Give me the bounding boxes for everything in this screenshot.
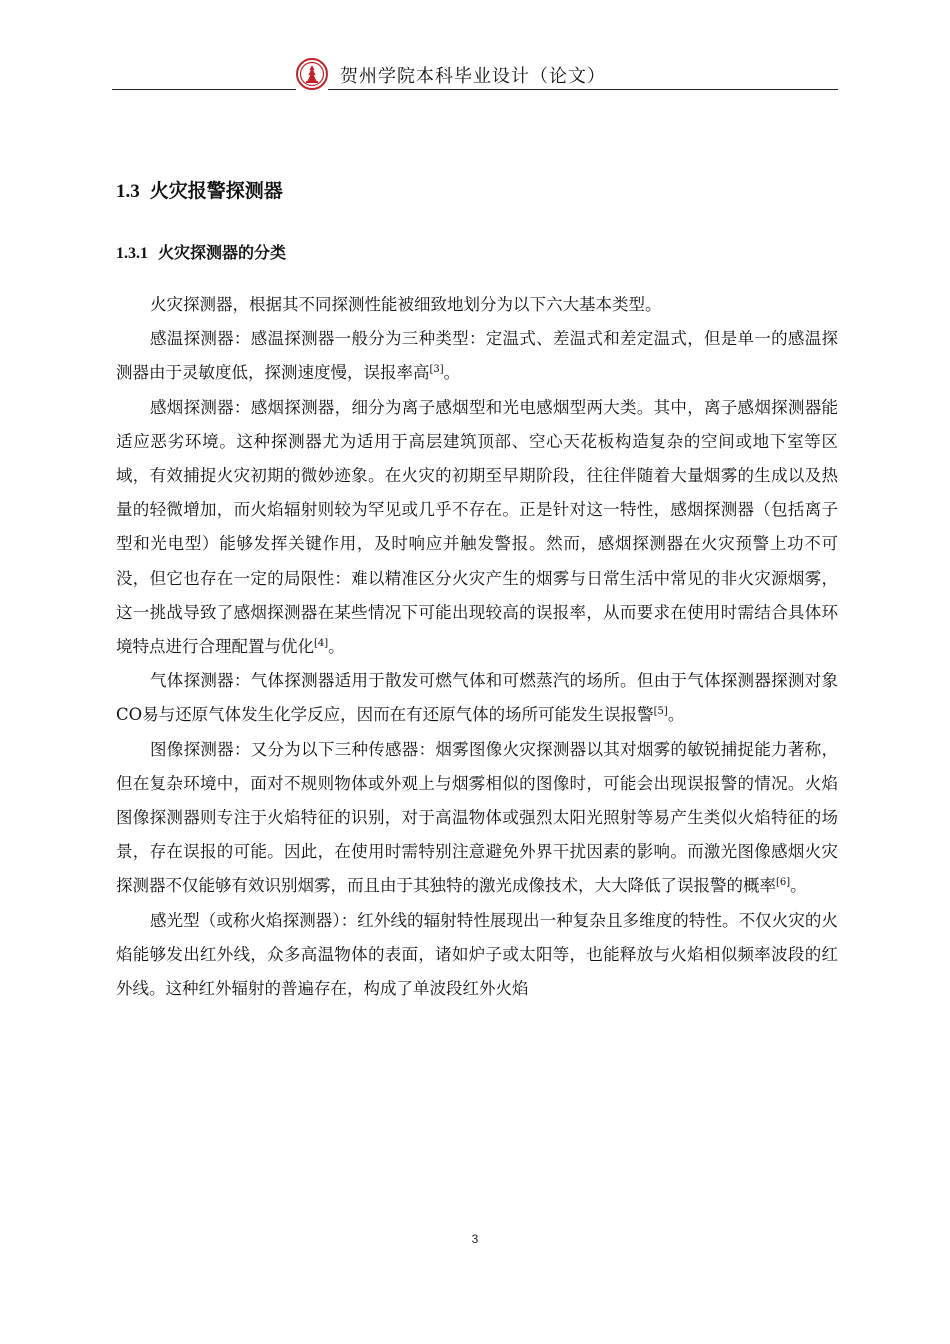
subsection-title: 火灾探测器的分类 — [158, 243, 287, 262]
paragraph-gas-detector: 气体探测器：气体探测器适用于散发可燃气体和可燃蒸汽的场所。但由于气体探测器探测对象CO易与还原气体发生化学反应，因而在有还原气体的场所可能发生误报警[5]。 — [116, 671, 838, 725]
page-number: 3 — [471, 1232, 479, 1246]
subsection-number: 1.3.1 — [116, 245, 148, 262]
section-number: 1.3 — [116, 181, 140, 202]
paragraph-heat-detector: 感温探测器：感温探测器一般分为三种类型：定温式、差温式和差定温式，但是单一的感温探测器由于灵敏度低，探测速度慢，误报率高[3]。 — [116, 329, 838, 383]
paragraph-text: 火灾探测器，根据其不同探测性能被细致地划分为以下六大基本类型。 — [150, 295, 662, 314]
paragraph-smoke-detector: 感烟探测器：感烟探测器，细分为离子感烟型和光电感烟型两大类。其中，离子感烟探测器能适应恶劣环境。这种探测器尤为适用于高层建筑顶部、空心天花板构造复杂的空间或地下室等区域，有效捕捉火灾初期的微妙迹象。在火灾的初期至早期阶段，往往伴随着大量烟雾的生成以及热量的轻微增加，而火焰辐射则较为罕见或几乎不存在。正是针对这一特性，感烟探测器（包括离子型和光电型）能够发挥关键作用，及时响应并触发警报。然而，感烟探测器在火灾预警上功不可没，但它也存在一定的局限性：难以精准区分火灾产生的烟雾与日常生活中常见的非火灾源烟雾，这一挑战导致了感烟探测器在某些情况下可能出现较高的误报率，从而要求在使用时需结合具体环境特点进行合理配置与优化[4]。 — [116, 397, 838, 657]
paragraph-text: 感烟探测器：感烟探测器，细分为离子感烟型和光电感烟型两大类。其中，离子感烟探测器能适应恶劣环境。这种探测器尤为适用于高层建筑顶部、空心天花板构造复杂的空间或地下室等区域，有效捕捉火灾初期的微妙迹象。在火灾的初期至早期阶段，往往伴随着大量烟雾的生成以及热量的轻微增加，而火焰辐射则较为罕见或几乎不存在。正是针对这一特性，感烟探测器（包括离子型和光电型）能够发挥关键作用，及时响应并触发警报。然而，感烟探测器在火灾预警上功不可没，但它也存在一定的局限性：难以精准区分火灾产生的烟雾与日常生活中常见的非火灾源烟雾，这一挑战导致了感烟探测器在某些情况下可能出现较高的误报率，从而要求在使用时需结合具体环境特点进行合理配置与优化 — [116, 397, 838, 657]
paragraph-text: 气体探测器：气体探测器适用于散发可燃气体和可燃蒸汽的场所。但由于气体探测器探测对象CO易与还原气体发生化学反应，因而在有还原气体的场所可能发生误报警 — [116, 671, 838, 725]
paragraph-text: 图像探测器：又分为以下三种传感器：烟雾图像火灾探测器以其对烟雾的敏锐捕捉能力著称，但在复杂环境中，面对不规则物体或外观上与烟雾相似的图像时，可能会出现误报警的情况。火焰图像探测器则专注于火焰特征的识别，对于高温物体或强烈太阳光照射等易产生类似火焰特征的场景，存在误报的可能。因此，在使用时需特别注意避免外界干扰因素的影响。而激光图像感烟火灾探测器不仅能够有效识别烟雾，而且由于其独特的激光成像技术，大大降低了误报警的概率 — [116, 739, 838, 896]
university-logo-icon — [296, 58, 328, 90]
header-title: 贺州学院本科毕业设计（论文） — [340, 66, 606, 87]
paragraph-intro — [116, 288, 838, 322]
citation-ref: [4] — [314, 638, 329, 650]
citation-ref: [3] — [429, 364, 444, 376]
citation-ref: [5] — [653, 706, 668, 718]
citation-ref: [6] — [776, 877, 791, 889]
header-rule — [112, 89, 838, 90]
body-text — [116, 288, 838, 1006]
page-header — [112, 58, 838, 92]
section-title: 火灾报警探测器 — [149, 180, 283, 202]
paragraph-image-detector: 图像探测器：又分为以下三种传感器：烟雾图像火灾探测器以其对烟雾的敏锐捕捉能力著称，但在复杂环境中，面对不规则物体或外观上与烟雾相似的图像时，可能会出现误报警的情况。火焰图像探测器则专注于火焰特征的识别，对于高温物体或强烈太阳光照射等易产生类似火焰特征的场景，存在误报的可能。因此，在使用时需特别注意避免外界干扰因素的影响。而激光图像感烟火灾探测器不仅能够有效识别烟雾，而且由于其独特的激光成像技术，大大降低了误报警的概率[6]。 — [116, 739, 838, 896]
subsection-heading — [116, 238, 838, 268]
paragraph-text: 感温探测器：感温探测器一般分为三种类型：定温式、差温式和差定温式，但是单一的感温探测器由于灵敏度低，探测速度慢，误报率高 — [116, 329, 838, 383]
section-heading — [116, 172, 838, 210]
paragraph-text: 感光型（或称火焰探测器）：红外线的辐射特性展现出一种复杂且多维度的特性。不仅火灾的火焰能够发出红外线，众多高温物体的表面，诸如炉子或太阳等，也能释放与火焰相似频率波段的红外线。这种红外辐射的普遍存在，构成了单波段红外火焰 — [116, 910, 838, 999]
paragraph-flame-detector — [116, 904, 838, 1007]
page-body — [116, 172, 838, 1006]
